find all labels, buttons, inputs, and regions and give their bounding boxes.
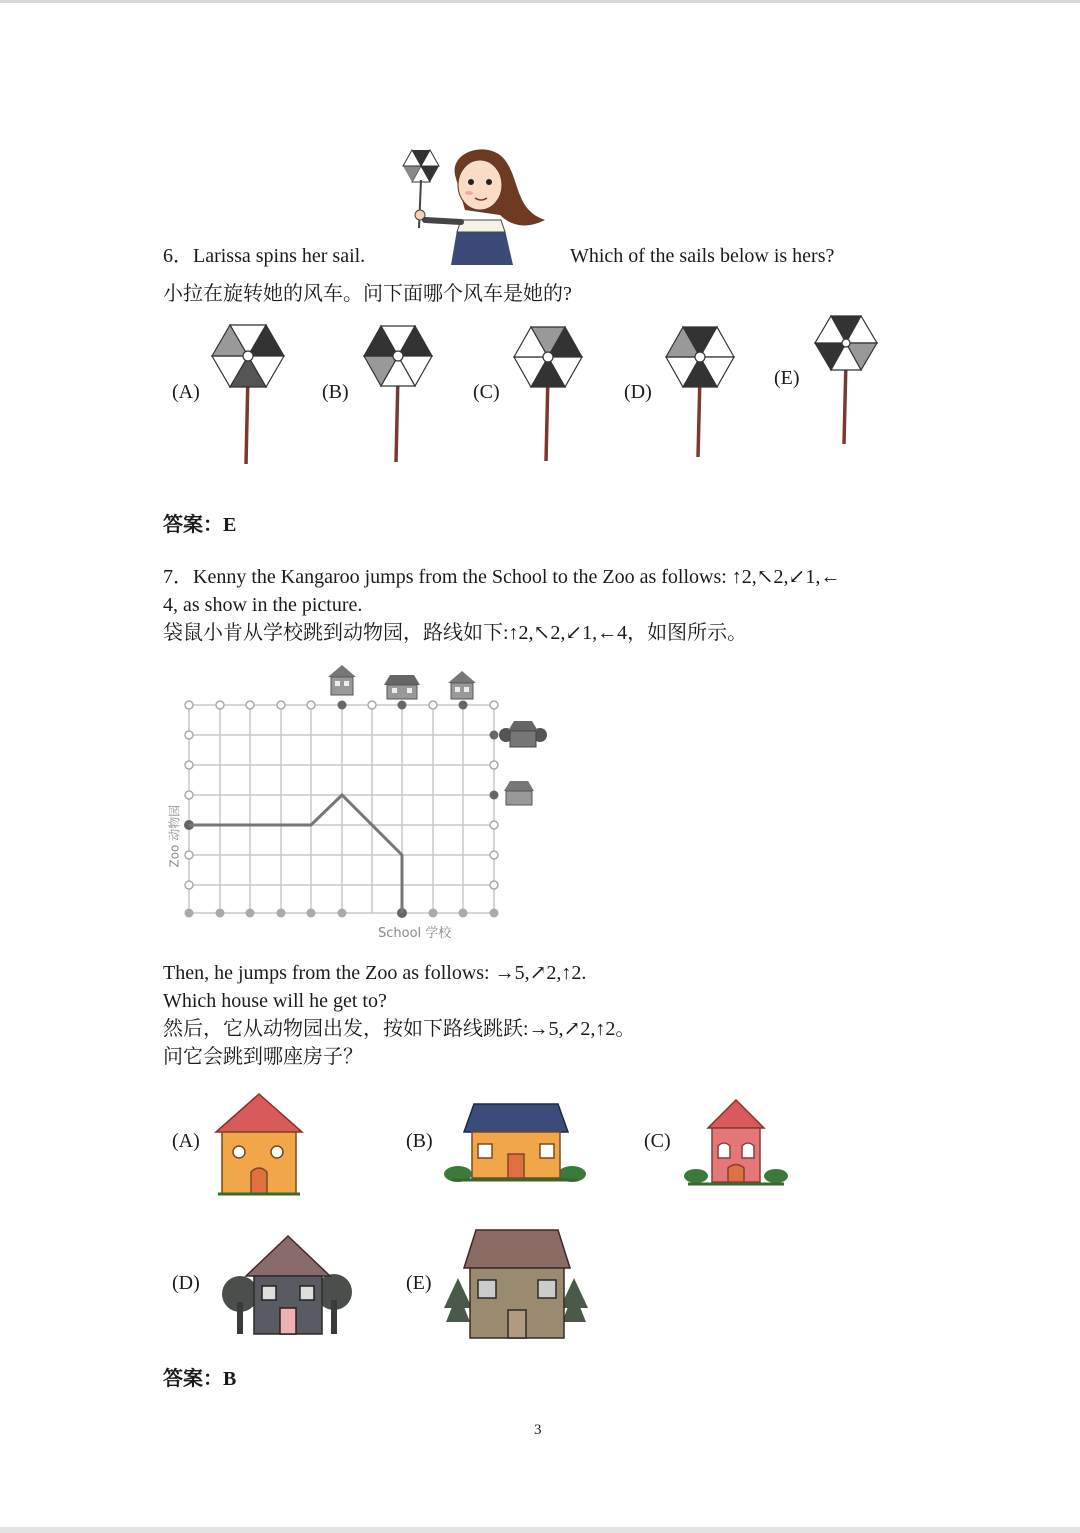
page-number: 3 bbox=[534, 1422, 542, 1438]
pinwheel-c-icon bbox=[508, 320, 588, 465]
q6-option-e-label: (E) bbox=[774, 367, 800, 389]
q6-option-c-label: (C) bbox=[473, 381, 500, 403]
pinwheel-b-icon bbox=[358, 320, 438, 470]
q7-option-a-label: (A) bbox=[172, 1130, 200, 1152]
q6-text-en-left: 6．Larissa spins her sail. bbox=[163, 245, 366, 267]
girl-with-pinwheel-illustration bbox=[395, 140, 565, 265]
q7-option-b-label: (B) bbox=[406, 1130, 433, 1152]
house-e-icon bbox=[446, 1222, 586, 1344]
grid-school-label: School 学校 bbox=[378, 926, 452, 941]
q7-option-d-label: (D) bbox=[172, 1272, 200, 1294]
house-a-icon bbox=[214, 1092, 304, 1198]
q7-text-line7: 问它会跳到哪座房子？ bbox=[163, 1046, 363, 1068]
q7-text-line2: 4, as show in the picture. bbox=[163, 594, 363, 616]
q7-text-line5: Which house will he get to? bbox=[163, 990, 387, 1012]
q6-text-en-right: Which of the sails below is hers? bbox=[570, 245, 835, 267]
kangaroo-path-grid bbox=[160, 655, 560, 945]
grid-zoo-label: Zoo 动物园 bbox=[167, 804, 182, 868]
q7-option-e-label: (E) bbox=[406, 1272, 432, 1294]
house-c-icon bbox=[684, 1098, 788, 1188]
grid-zoo-label-wrap bbox=[159, 790, 189, 870]
q7-text-line3: 袋鼠小肯从学校跳到动物园，路线如下:↑2,↖2,↙1,←4，如图所示。 bbox=[163, 622, 748, 644]
pinwheel-a-icon bbox=[208, 318, 288, 468]
q6-option-d-label: (D) bbox=[624, 381, 652, 403]
q7-option-c-label: (C) bbox=[644, 1130, 671, 1152]
q6-answer: 答案：E bbox=[163, 514, 237, 536]
q6-option-b-label: (B) bbox=[322, 381, 349, 403]
q6-text-zh: 小拉在旋转她的风车。问下面哪个风车是她的? bbox=[163, 283, 572, 305]
page-top-edge bbox=[0, 0, 1080, 3]
q7-answer: 答案：B bbox=[163, 1368, 237, 1390]
q7-text-line6: 然后，它从动物园出发，按如下路线跳跃:→5,↗2,↑2。 bbox=[163, 1018, 636, 1040]
q6-option-a-label: (A) bbox=[172, 381, 200, 403]
q7-text-line4: Then, he jumps from the Zoo as follows: →5,↗2,↑2. bbox=[163, 962, 587, 984]
q7-text-line1: 7．Kenny the Kangaroo jumps from the School to the Zoo as follows: ↑2,↖2,↙1,← bbox=[163, 566, 841, 588]
page-bottom-edge bbox=[0, 1527, 1080, 1533]
pinwheel-d-icon bbox=[660, 320, 740, 460]
house-b-icon bbox=[444, 1098, 586, 1184]
pinwheel-e-icon bbox=[810, 310, 882, 450]
house-d-icon bbox=[222, 1232, 354, 1338]
